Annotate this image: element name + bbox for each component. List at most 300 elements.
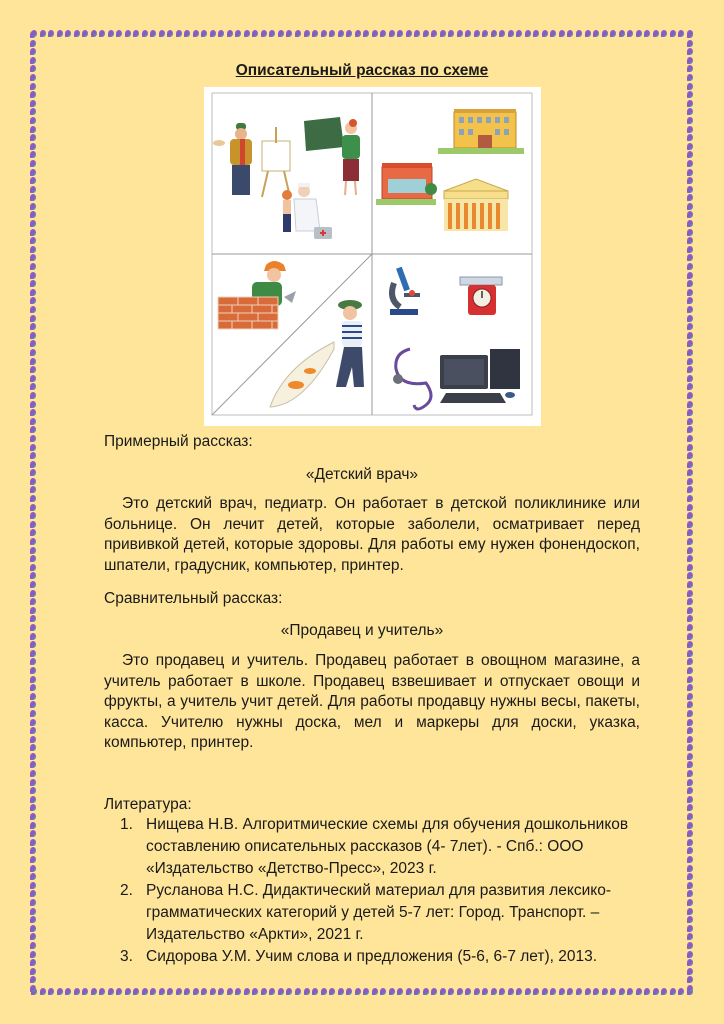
border-dot-icon <box>30 856 36 863</box>
border-dot-icon <box>644 30 650 37</box>
border-dot-icon <box>636 988 642 995</box>
border-dot-icon <box>687 383 693 390</box>
border-dot-icon <box>567 30 573 37</box>
border-dot-icon <box>150 988 156 995</box>
border-dot-icon <box>30 186 36 193</box>
border-dot-icon <box>687 83 693 90</box>
border-dot-icon <box>176 988 182 995</box>
border-dot-icon <box>150 30 156 37</box>
border-dot-icon <box>687 572 693 579</box>
border-dot-icon <box>30 572 36 579</box>
border-dot-icon <box>235 30 241 37</box>
border-dot-icon <box>201 988 207 995</box>
border-dot-icon <box>167 988 173 995</box>
border-dot-icon <box>184 988 190 995</box>
border-dot-icon <box>40 988 46 995</box>
border-dot-icon <box>30 676 36 683</box>
border-dot-icon <box>30 435 36 442</box>
border-dot-icon <box>687 392 693 399</box>
border-dot-icon <box>687 100 693 107</box>
border-dot-icon <box>261 988 267 995</box>
border-dot-icon <box>687 117 693 124</box>
border-dot-icon <box>159 30 165 37</box>
border-dot-icon <box>30 847 36 854</box>
border-dot-icon <box>406 30 412 37</box>
border-dot-icon <box>286 30 292 37</box>
border-dot-icon <box>576 30 582 37</box>
border-dot-icon <box>431 30 437 37</box>
border-dot-icon <box>30 598 36 605</box>
border-dot-icon <box>687 401 693 408</box>
border-dot-icon <box>687 366 693 373</box>
border-dot-icon <box>687 847 693 854</box>
border-dot-icon <box>687 744 693 751</box>
border-dot-icon <box>30 529 36 536</box>
border-dot-icon <box>184 30 190 37</box>
border-dot-icon <box>550 988 556 995</box>
comparative-label: Сравнительный рассказ: <box>104 590 283 607</box>
border-dot-icon <box>542 30 548 37</box>
border-dot-icon <box>457 988 463 995</box>
border-dot-icon <box>30 744 36 751</box>
border-dot-icon <box>30 323 36 330</box>
border-dot-icon <box>687 787 693 794</box>
border-dot-icon <box>30 813 36 820</box>
border-dot-icon <box>30 684 36 691</box>
border-dot-icon <box>499 30 505 37</box>
border-dot-icon <box>687 323 693 330</box>
border-dot-icon <box>687 108 693 115</box>
border-dot-icon <box>30 306 36 313</box>
example-heading: «Детский врач» <box>305 466 419 483</box>
border-dot-icon <box>687 865 693 872</box>
border-dot-icon <box>687 976 693 983</box>
border-dot-icon <box>30 100 36 107</box>
border-dot-icon <box>687 547 693 554</box>
border-dot-icon <box>687 555 693 562</box>
border-dot-icon <box>30 650 36 657</box>
border-dot-icon <box>30 839 36 846</box>
border-dot-icon <box>687 306 693 313</box>
border-dot-icon <box>525 988 531 995</box>
border-dot-icon <box>30 237 36 244</box>
border-dot-icon <box>108 988 114 995</box>
border-dot-icon <box>30 727 36 734</box>
border-dot-icon <box>125 30 131 37</box>
border-dot-icon <box>57 988 63 995</box>
border-dot-icon <box>91 30 97 37</box>
border-dot-icon <box>30 315 36 322</box>
border-dot-icon <box>304 988 310 995</box>
border-dot-icon <box>559 30 565 37</box>
border-dot-icon <box>116 988 122 995</box>
border-dot-icon <box>687 521 693 528</box>
border-dot-icon <box>550 30 556 37</box>
border-dot-icon <box>533 30 539 37</box>
border-dot-icon <box>329 30 335 37</box>
border-dot-icon <box>687 177 693 184</box>
border-dot-icon <box>687 581 693 588</box>
border-dot-icon <box>627 988 633 995</box>
border-dot-icon <box>380 30 386 37</box>
border-dot-icon <box>653 30 659 37</box>
border-dot-icon <box>576 988 582 995</box>
border-dot-icon <box>687 753 693 760</box>
border-dot-icon <box>30 177 36 184</box>
border-dot-icon <box>687 890 693 897</box>
border-dot-icon <box>30 160 36 167</box>
border-dot-icon <box>687 933 693 940</box>
border-dot-icon <box>687 426 693 433</box>
border-dot-icon <box>30 375 36 382</box>
comparative-heading: «Продавец и учитель» <box>280 622 444 639</box>
border-dot-icon <box>65 30 71 37</box>
border-dot-icon <box>30 40 36 47</box>
page-border-top <box>31 30 693 40</box>
border-dot-icon <box>30 890 36 897</box>
border-dot-icon <box>30 392 36 399</box>
border-dot-icon <box>687 590 693 597</box>
border-dot-icon <box>227 988 233 995</box>
border-dot-icon <box>30 83 36 90</box>
border-dot-icon <box>30 521 36 528</box>
border-dot-icon <box>687 641 693 648</box>
literature-label: Литература: <box>104 796 192 813</box>
border-dot-icon <box>312 988 318 995</box>
border-dot-icon <box>687 297 693 304</box>
border-dot-icon <box>389 988 395 995</box>
border-dot-icon <box>687 693 693 700</box>
border-dot-icon <box>661 30 667 37</box>
border-dot-icon <box>687 418 693 425</box>
border-dot-icon <box>30 272 36 279</box>
border-dot-icon <box>687 435 693 442</box>
border-dot-icon <box>142 988 148 995</box>
border-dot-icon <box>286 988 292 995</box>
border-dot-icon <box>687 813 693 820</box>
border-dot-icon <box>30 658 36 665</box>
border-dot-icon <box>30 444 36 451</box>
border-dot-icon <box>48 988 54 995</box>
border-dot-icon <box>619 988 625 995</box>
border-dot-icon <box>30 426 36 433</box>
border-dot-icon <box>30 547 36 554</box>
border-dot-icon <box>167 30 173 37</box>
literature-item-number: 2. <box>120 882 133 899</box>
border-dot-icon <box>593 30 599 37</box>
border-dot-icon <box>687 882 693 889</box>
border-dot-icon <box>91 988 97 995</box>
border-dot-icon <box>295 988 301 995</box>
border-dot-icon <box>687 796 693 803</box>
border-dot-icon <box>30 280 36 287</box>
border-dot-icon <box>312 30 318 37</box>
border-dot-icon <box>687 564 693 571</box>
border-dot-icon <box>457 30 463 37</box>
border-dot-icon <box>687 444 693 451</box>
border-dot-icon <box>30 48 36 55</box>
border-dot-icon <box>252 988 258 995</box>
literature-item <box>120 880 665 946</box>
border-dot-icon <box>687 658 693 665</box>
border-dot-icon <box>678 30 684 37</box>
border-dot-icon <box>30 512 36 519</box>
border-dot-icon <box>610 988 616 995</box>
border-dot-icon <box>30 538 36 545</box>
border-dot-icon <box>389 30 395 37</box>
border-dot-icon <box>133 988 139 995</box>
border-dot-icon <box>687 229 693 236</box>
border-dot-icon <box>30 916 36 923</box>
border-dot-icon <box>321 988 327 995</box>
border-dot-icon <box>687 254 693 261</box>
border-dot-icon <box>82 988 88 995</box>
border-dot-icon <box>687 452 693 459</box>
border-dot-icon <box>687 512 693 519</box>
border-dot-icon <box>133 30 139 37</box>
border-dot-icon <box>30 332 36 339</box>
border-dot-icon <box>30 804 36 811</box>
border-dot-icon <box>82 30 88 37</box>
page-border-left <box>30 31 40 993</box>
shop-building-icon <box>376 163 437 205</box>
border-dot-icon <box>687 246 693 253</box>
border-dot-icon <box>30 761 36 768</box>
border-dot-icon <box>252 30 258 37</box>
border-dot-icon <box>30 925 36 932</box>
border-dot-icon <box>30 358 36 365</box>
border-dot-icon <box>687 375 693 382</box>
border-dot-icon <box>30 151 36 158</box>
border-dot-icon <box>30 581 36 588</box>
border-dot-icon <box>346 988 352 995</box>
literature-item-text: Сидорова У.М. Учим слова и предложения (5-6, 6-7 лет), 2013. <box>146 948 598 965</box>
border-dot-icon <box>30 108 36 115</box>
border-dot-icon <box>687 727 693 734</box>
border-dot-icon <box>687 985 693 992</box>
border-dot-icon <box>687 839 693 846</box>
border-dot-icon <box>278 988 284 995</box>
border-dot-icon <box>261 30 267 37</box>
border-dot-icon <box>397 988 403 995</box>
border-dot-icon <box>687 856 693 863</box>
comparative-text: Это продавец и учитель. Продавец работает в овощном магазине, а учитель работает в школе. Продавец взвешивает и отпускает овощи и фрукты, а учитель учит детей. Для работы продавцу нужны весы, пакеты, касса. Учителю нужны доска, мел и маркеры для доски, указка, компьютер, принтер. <box>104 652 640 751</box>
border-dot-icon <box>30 951 36 958</box>
border-dot-icon <box>30 289 36 296</box>
border-dot-icon <box>687 830 693 837</box>
border-dot-icon <box>30 486 36 493</box>
border-dot-icon <box>542 988 548 995</box>
border-dot-icon <box>30 641 36 648</box>
border-dot-icon <box>687 48 693 55</box>
border-dot-icon <box>499 988 505 995</box>
border-dot-icon <box>448 988 454 995</box>
border-dot-icon <box>687 203 693 210</box>
border-dot-icon <box>30 126 36 133</box>
border-dot-icon <box>687 899 693 906</box>
border-dot-icon <box>74 30 80 37</box>
border-dot-icon <box>269 988 275 995</box>
border-dot-icon <box>30 203 36 210</box>
border-dot-icon <box>687 667 693 674</box>
border-dot-icon <box>687 942 693 949</box>
border-dot-icon <box>687 504 693 511</box>
literature-item-text: Нищева Н.В. Алгоритмические схемы для обучения дошкольников составлению описательных рассказов (4- 7лет). - Спб.: ООО «Издательство «Детство-Пресс», 2023 г. <box>146 816 629 877</box>
border-dot-icon <box>30 865 36 872</box>
border-dot-icon <box>482 30 488 37</box>
border-dot-icon <box>218 988 224 995</box>
border-dot-icon <box>30 959 36 966</box>
border-dot-icon <box>30 908 36 915</box>
border-dot-icon <box>440 988 446 995</box>
border-dot-icon <box>687 220 693 227</box>
border-dot-icon <box>516 988 522 995</box>
border-dot-icon <box>30 31 36 38</box>
border-dot-icon <box>30 564 36 571</box>
border-dot-icon <box>636 30 642 37</box>
border-dot-icon <box>244 30 250 37</box>
border-dot-icon <box>116 30 122 37</box>
border-dot-icon <box>687 908 693 915</box>
border-dot-icon <box>670 988 676 995</box>
border-dot-icon <box>687 684 693 691</box>
border-dot-icon <box>338 30 344 37</box>
border-dot-icon <box>431 988 437 995</box>
border-dot-icon <box>30 117 36 124</box>
border-dot-icon <box>687 770 693 777</box>
border-dot-icon <box>30 220 36 227</box>
example-text: Это детский врач, педиатр. Он работает в детской поликлинике или больнице. Он лечит детей, которые заболели, осматривает перед прививкой детей, которые здоровы. Для работы ему нужен фонендоскоп, шпатели, градусник, компьютер, принтер. <box>104 495 640 574</box>
border-dot-icon <box>687 237 693 244</box>
border-dot-icon <box>363 30 369 37</box>
border-dot-icon <box>193 988 199 995</box>
scheme-image <box>204 87 541 426</box>
border-dot-icon <box>687 409 693 416</box>
border-dot-icon <box>48 30 54 37</box>
border-dot-icon <box>644 988 650 995</box>
border-dot-icon <box>687 186 693 193</box>
border-dot-icon <box>687 598 693 605</box>
border-dot-icon <box>159 988 165 995</box>
border-dot-icon <box>474 988 480 995</box>
border-dot-icon <box>687 761 693 768</box>
border-dot-icon <box>687 340 693 347</box>
border-dot-icon <box>278 30 284 37</box>
border-dot-icon <box>30 340 36 347</box>
border-dot-icon <box>30 504 36 511</box>
border-dot-icon <box>678 988 684 995</box>
border-dot-icon <box>516 30 522 37</box>
border-dot-icon <box>363 988 369 995</box>
border-dot-icon <box>465 30 471 37</box>
border-dot-icon <box>295 30 301 37</box>
border-dot-icon <box>602 30 608 37</box>
border-dot-icon <box>406 988 412 995</box>
border-dot-icon <box>30 899 36 906</box>
border-dot-icon <box>687 607 693 614</box>
border-dot-icon <box>687 134 693 141</box>
border-dot-icon <box>30 736 36 743</box>
border-dot-icon <box>30 822 36 829</box>
border-dot-icon <box>108 30 114 37</box>
border-dot-icon <box>30 366 36 373</box>
border-dot-icon <box>687 349 693 356</box>
border-dot-icon <box>423 30 429 37</box>
border-dot-icon <box>687 925 693 932</box>
border-dot-icon <box>687 315 693 322</box>
border-dot-icon <box>533 988 539 995</box>
border-dot-icon <box>304 30 310 37</box>
border-dot-icon <box>30 211 36 218</box>
border-dot-icon <box>687 676 693 683</box>
border-dot-icon <box>30 134 36 141</box>
example-label: Примерный рассказ: <box>104 433 253 450</box>
border-dot-icon <box>30 985 36 992</box>
border-dot-icon <box>57 30 63 37</box>
border-dot-icon <box>687 650 693 657</box>
border-dot-icon <box>508 988 514 995</box>
border-dot-icon <box>30 753 36 760</box>
border-dot-icon <box>30 779 36 786</box>
border-dot-icon <box>585 30 591 37</box>
border-dot-icon <box>30 409 36 416</box>
border-dot-icon <box>491 988 497 995</box>
border-dot-icon <box>30 787 36 794</box>
border-dot-icon <box>687 486 693 493</box>
literature-item-number: 3. <box>120 948 133 965</box>
border-dot-icon <box>687 951 693 958</box>
border-dot-icon <box>30 590 36 597</box>
border-dot-icon <box>687 710 693 717</box>
border-dot-icon <box>30 796 36 803</box>
border-dot-icon <box>30 882 36 889</box>
border-dot-icon <box>687 272 693 279</box>
border-dot-icon <box>474 30 480 37</box>
border-dot-icon <box>30 383 36 390</box>
border-dot-icon <box>687 736 693 743</box>
border-dot-icon <box>218 30 224 37</box>
border-dot-icon <box>670 30 676 37</box>
border-dot-icon <box>30 297 36 304</box>
border-dot-icon <box>653 988 659 995</box>
border-dot-icon <box>619 30 625 37</box>
border-dot-icon <box>687 126 693 133</box>
border-dot-icon <box>687 40 693 47</box>
literature-list <box>120 814 665 968</box>
border-dot-icon <box>40 30 46 37</box>
border-dot-icon <box>687 332 693 339</box>
border-dot-icon <box>30 194 36 201</box>
border-dot-icon <box>176 30 182 37</box>
border-dot-icon <box>593 988 599 995</box>
border-dot-icon <box>414 988 420 995</box>
border-dot-icon <box>74 988 80 995</box>
page-border-right <box>687 31 697 993</box>
border-dot-icon <box>30 143 36 150</box>
border-dot-icon <box>142 30 148 37</box>
border-dot-icon <box>210 30 216 37</box>
border-dot-icon <box>235 988 241 995</box>
border-dot-icon <box>201 30 207 37</box>
page-border-bottom <box>31 988 693 998</box>
border-dot-icon <box>687 31 693 38</box>
border-dot-icon <box>30 452 36 459</box>
literature-item <box>120 946 665 968</box>
border-dot-icon <box>687 529 693 536</box>
border-dot-icon <box>125 988 131 995</box>
border-dot-icon <box>30 263 36 270</box>
border-dot-icon <box>30 254 36 261</box>
